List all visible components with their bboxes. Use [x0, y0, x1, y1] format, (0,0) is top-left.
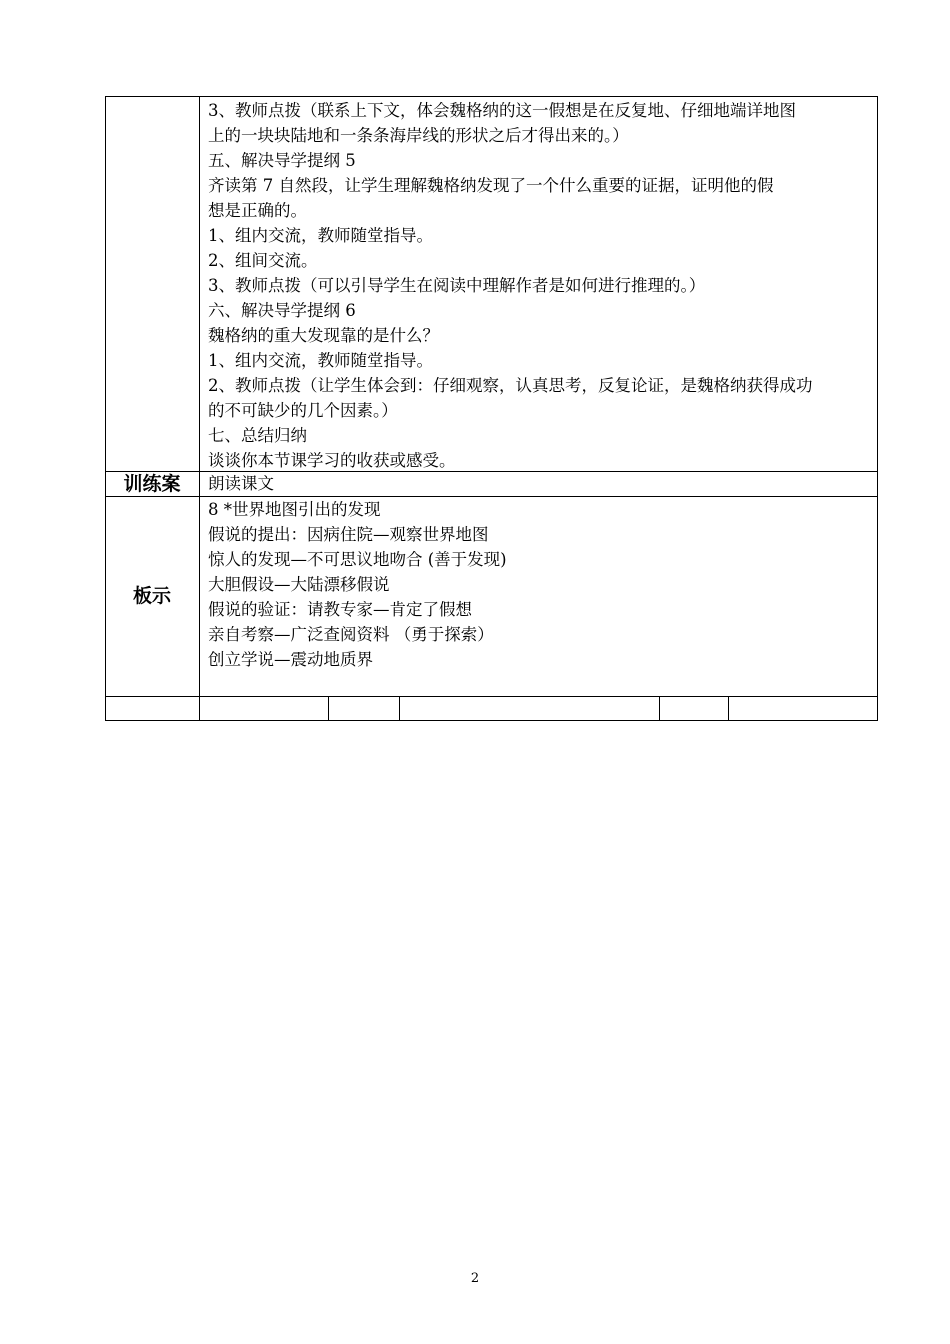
footer-column-divider	[659, 696, 660, 721]
content-line: 六、解决导学提纲 6	[208, 301, 356, 320]
content-line: 齐读第 7 自然段，让学生理解魏格纳发现了一个什么重要的证据，证明他的假	[208, 176, 774, 195]
table-border-left	[105, 96, 106, 721]
board-line: 惊人的发现—不可思议地吻合 (善于发现)	[208, 550, 507, 569]
board-label: 板示	[132, 585, 171, 607]
footer-column-divider	[728, 696, 729, 721]
table-border-right	[877, 96, 878, 721]
lesson-plan-table	[105, 96, 878, 721]
training-content: 朗读课文	[208, 474, 274, 493]
board-line: 假说的验证：请教专家—肯定了假想	[208, 600, 472, 619]
content-line: 3、教师点拨（联系上下文，体会魏格纳的这一假想是在反复地、仔细地端详地图	[208, 101, 796, 120]
footer-column-divider	[399, 696, 400, 721]
footer-column-divider	[328, 696, 329, 721]
table-border-bottom	[105, 720, 878, 721]
content-line: 3、教师点拨（可以引导学生在阅读中理解作者是如何进行推理的。）	[208, 276, 706, 295]
content-line: 七、总结归纳	[208, 426, 307, 445]
lesson-content	[208, 98, 813, 473]
board-line: 亲自考察—广泛查阅资料 （勇于探索）	[208, 625, 494, 644]
training-label: 训练案	[123, 473, 181, 495]
board-line: 大胆假设—大陆漂移假说	[208, 575, 390, 594]
column-divider-label	[199, 96, 200, 721]
content-line: 上的一块块陆地和一条条海岸线的形状之后才得出来的。）	[208, 126, 629, 145]
content-line: 2、组间交流。	[208, 251, 318, 270]
content-line: 魏格纳的重大发现靠的是什么？	[208, 326, 439, 345]
content-line: 2、教师点拨（让学生体会到：仔细观察，认真思考，反复论证，是魏格纳获得成功	[208, 376, 813, 395]
content-line: 的不可缺少的几个因素。）	[208, 401, 398, 420]
board-line: 8 *世界地图引出的发现	[208, 500, 381, 519]
row-divider-footer-top	[105, 696, 878, 697]
content-line: 1、组内交流，教师随堂指导。	[208, 226, 433, 245]
content-line: 1、组内交流，教师随堂指导。	[208, 351, 433, 370]
table-border-top	[105, 96, 878, 97]
board-line: 创立学说—震动地质界	[208, 650, 373, 669]
page-number: 2	[470, 1271, 480, 1286]
board-content	[208, 497, 507, 672]
content-line: 五、解决导学提纲 5	[208, 151, 356, 170]
content-line: 想是正确的。	[208, 201, 307, 220]
content-line: 谈谈你本节课学习的收获或感受。	[208, 451, 456, 470]
board-line: 假说的提出：因病住院—观察世界地图	[208, 525, 489, 544]
